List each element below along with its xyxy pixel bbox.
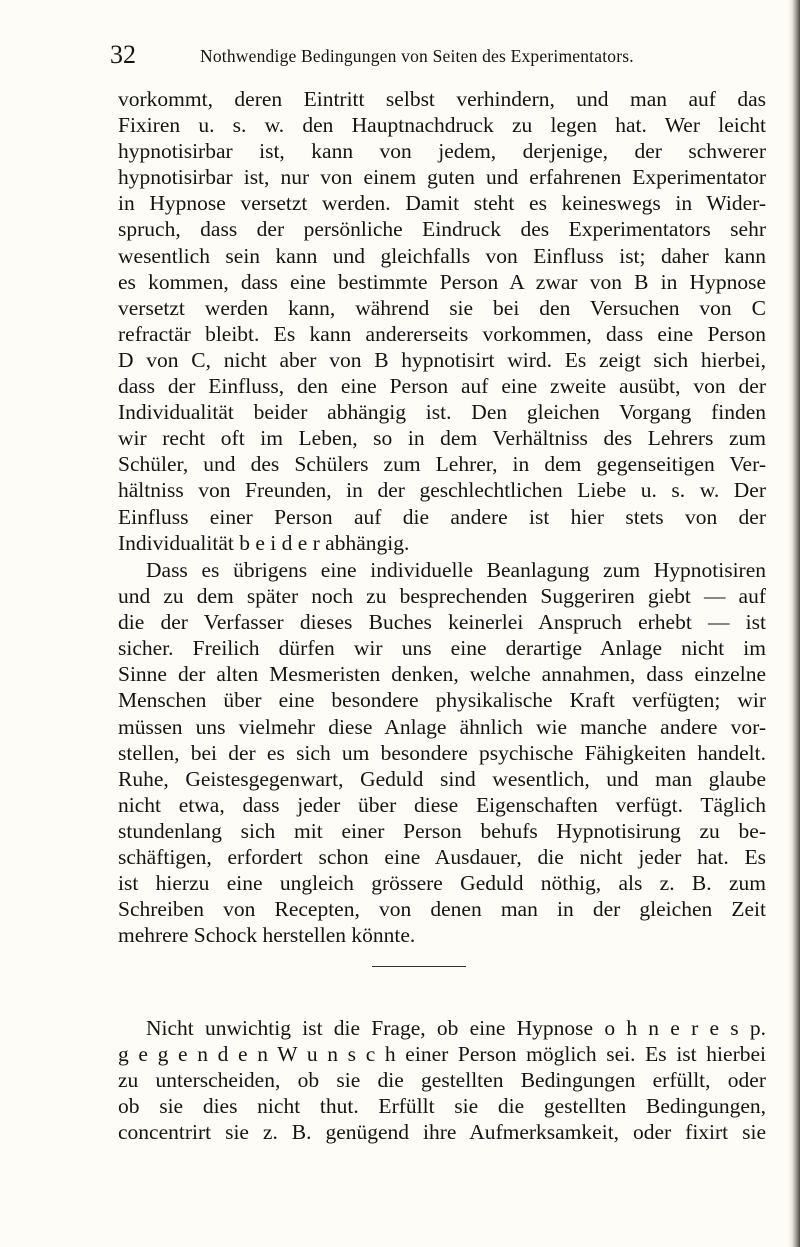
text-line: versetzt werden kann, während sie bei den Versuchen von C	[118, 295, 766, 320]
text-line: stellen, bei der es sich um besondere psychische Fähigkeiten handelt.	[118, 740, 766, 765]
text-line: Einfluss einer Person auf die andere ist hier stets von der	[118, 504, 766, 529]
text-line: Sinne der alten Mesmeristen denken, welche annahmen, dass einzelne	[118, 662, 766, 687]
page-header	[110, 40, 770, 70]
text-line: spruch, dass der persönliche Eindruck des Experimentators sehr	[118, 217, 766, 242]
text-line: nicht etwa, dass jeder über diese Eigenschaften verfügt. Täglich	[118, 792, 766, 817]
text-line: refractär bleibt. Es kann andererseits vorkommen, dass eine Person	[118, 321, 766, 346]
text-line: hypnotisirbar ist, kann von jedem, derjenige, der schwerer	[118, 139, 766, 164]
text-line: Dass es übrigens eine individuelle Beanlagung zum Hypnotisiren	[146, 558, 766, 582]
text-line: müssen uns vielmehr diese Anlage ähnlich wie manche andere vor-	[118, 714, 766, 739]
text-line: Schüler, und des Schülers zum Lehrer, in dem gegenseitigen Ver-	[118, 452, 766, 477]
text-line: Ruhe, Geistesgegenwart, Geduld sind wesentlich, und man glaube	[118, 766, 766, 791]
text-line: in Hypnose versetzt werden. Damit steht es keineswegs in Wider-	[118, 191, 766, 216]
text-line: Menschen über eine besondere physikalische Kraft verfügten; wir	[118, 688, 766, 713]
text-line: die der Verfasser dieses Buches keinerlei Anspruch erhebt — ist	[118, 610, 766, 635]
text-line: ob sie dies nicht thut. Erfüllt sie die gestellten Bedingungen,	[118, 1094, 766, 1119]
paragraph-1	[118, 86, 766, 556]
text-line: dass der Einfluss, den eine Person auf eine zweite ausübt, von der	[118, 374, 766, 399]
text-line: Schreiben von Recepten, von denen man in der gleichen Zeit	[118, 897, 766, 922]
text-line: zu unterscheiden, ob sie die gestellten Bedingungen erfüllt, oder	[118, 1068, 766, 1093]
page-number: 32	[110, 40, 136, 69]
running-title: Nothwendige Bedingungen von Seiten des Experimentators.	[200, 46, 634, 66]
text-line: sicher. Freilich dürfen wir uns eine derartige Anlage nicht im	[118, 636, 766, 661]
text-line: hypnotisirbar ist, nur von einem guten und erfahrenen Experimentator	[118, 165, 766, 190]
text-line: und zu dem später noch zu besprechenden Suggeriren giebt — auf	[118, 584, 766, 609]
text-line: vorkommt, deren Eintritt selbst verhindern, und man auf das	[118, 87, 766, 111]
text-line: g e g e n d e n W u n s c h einer Person möglich sei. Es ist hierbei	[118, 1042, 766, 1067]
text-line: D von C, nicht aber von B hypnotisirt wird. Es zeigt sich hierbei,	[118, 347, 766, 372]
text-line: Nicht unwichtig ist die Frage, ob eine Hypnose o h n e r e s p.	[146, 1016, 766, 1040]
section-divider	[372, 966, 466, 967]
text-line: Individualität b e i d e r abhängig.	[118, 530, 410, 555]
text-line: wir recht oft im Leben, so in dem Verhältniss des Lehrers zum	[118, 426, 766, 451]
text-line: ist hierzu eine ungleich grössere Geduld nöthig, als z. B. zum	[118, 871, 766, 896]
text-line: es kommen, dass eine bestimmte Person A zwar von B in Hypnose	[118, 269, 766, 294]
text-line: Fixiren u. s. w. den Hauptnachdruck zu legen hat. Wer leicht	[118, 113, 766, 138]
text-line: wesentlich sein kann und gleichfalls von Einfluss ist; daher kann	[118, 243, 766, 268]
page-edge-shadow	[788, 0, 800, 1247]
text-line: schäftigen, erfordert schon eine Ausdauer, die nicht jeder hat. Es	[118, 845, 766, 870]
text-line: mehrere Schock herstellen könnte.	[118, 923, 416, 948]
text-line: concentrirt sie z. B. genügend ihre Aufmerksamkeit, oder fixirt sie	[118, 1120, 766, 1145]
text-line: hältniss von Freunden, in der geschlechtlichen Liebe u. s. w. Der	[118, 478, 766, 503]
text-line: stundenlang sich mit einer Person behufs Hypnotisirung zu be-	[118, 818, 766, 843]
text-line: Individualität beider abhängig ist. Den gleichen Vorgang finden	[118, 400, 766, 425]
paragraph-3	[118, 1015, 766, 1145]
paragraph-2	[118, 557, 766, 948]
